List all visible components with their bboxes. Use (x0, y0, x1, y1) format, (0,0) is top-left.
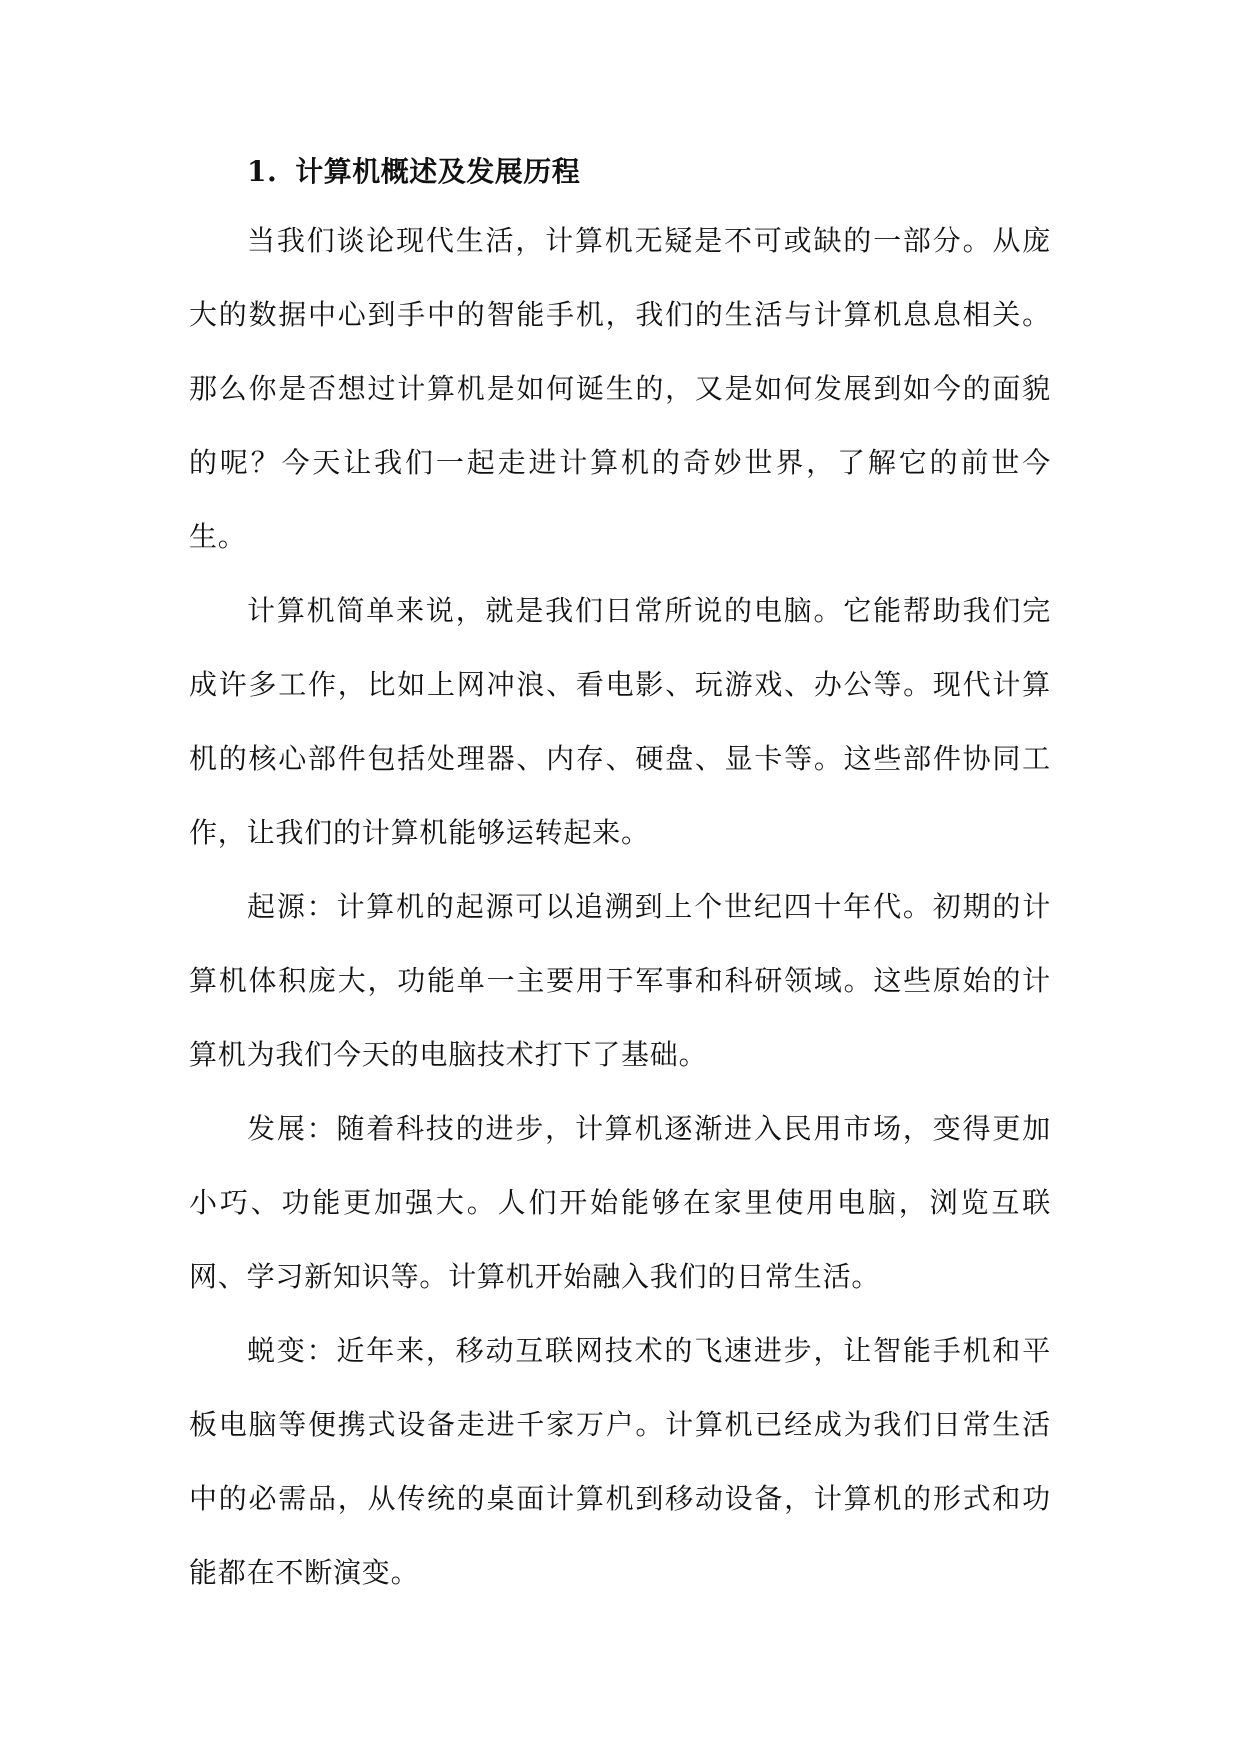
section-number: 1. (247, 155, 278, 188)
paragraph-development: 发展：随着科技的进步，计算机逐渐进入民用市场，变得更加小巧、功能更加强大。人们开始能够在家里使用电脑，浏览互联网、学习新知识等。计算机开始融入我们的日常生活。 (189, 1112, 1051, 1293)
section-heading (189, 140, 1051, 204)
paragraph-transformation: 蜕变：近年来，移动互联网技术的飞速进步，让智能手机和平板电脑等便携式设备走进千家万户。计算机已经成为我们日常生活中的必需品，从传统的桌面计算机到移动设备，计算机的形式和功能都在不断演变。 (189, 1334, 1051, 1589)
document-body (189, 140, 1051, 1610)
paragraph-origin: 起源：计算机的起源可以追溯到上个世纪四十年代。初期的计算机体积庞大，功能单一主要用于军事和科研领域。这些原始的计算机为我们今天的电脑技术打下了基础。 (189, 890, 1051, 1071)
paragraph-definition: 计算机简单来说，就是我们日常所说的电脑。它能帮助我们完成许多工作，比如上网冲浪、看电影、玩游戏、办公等。现代计算机的核心部件包括处理器、内存、硬盘、显卡等。这些部件协同工作，让我们的计算机能够运转起来。 (189, 594, 1051, 849)
paragraph-intro: 当我们谈论现代生活，计算机无疑是不可或缺的一部分。从庞大的数据中心到手中的智能手机，我们的生活与计算机息息相关。那么你是否想过计算机是如何诞生的，又是如何发展到如今的面貌的呢？今天让我们一起走进计算机的奇妙世界，了解它的前世今生。 (189, 224, 1051, 553)
section-title: 计算机概述及发展历程 (295, 155, 581, 188)
